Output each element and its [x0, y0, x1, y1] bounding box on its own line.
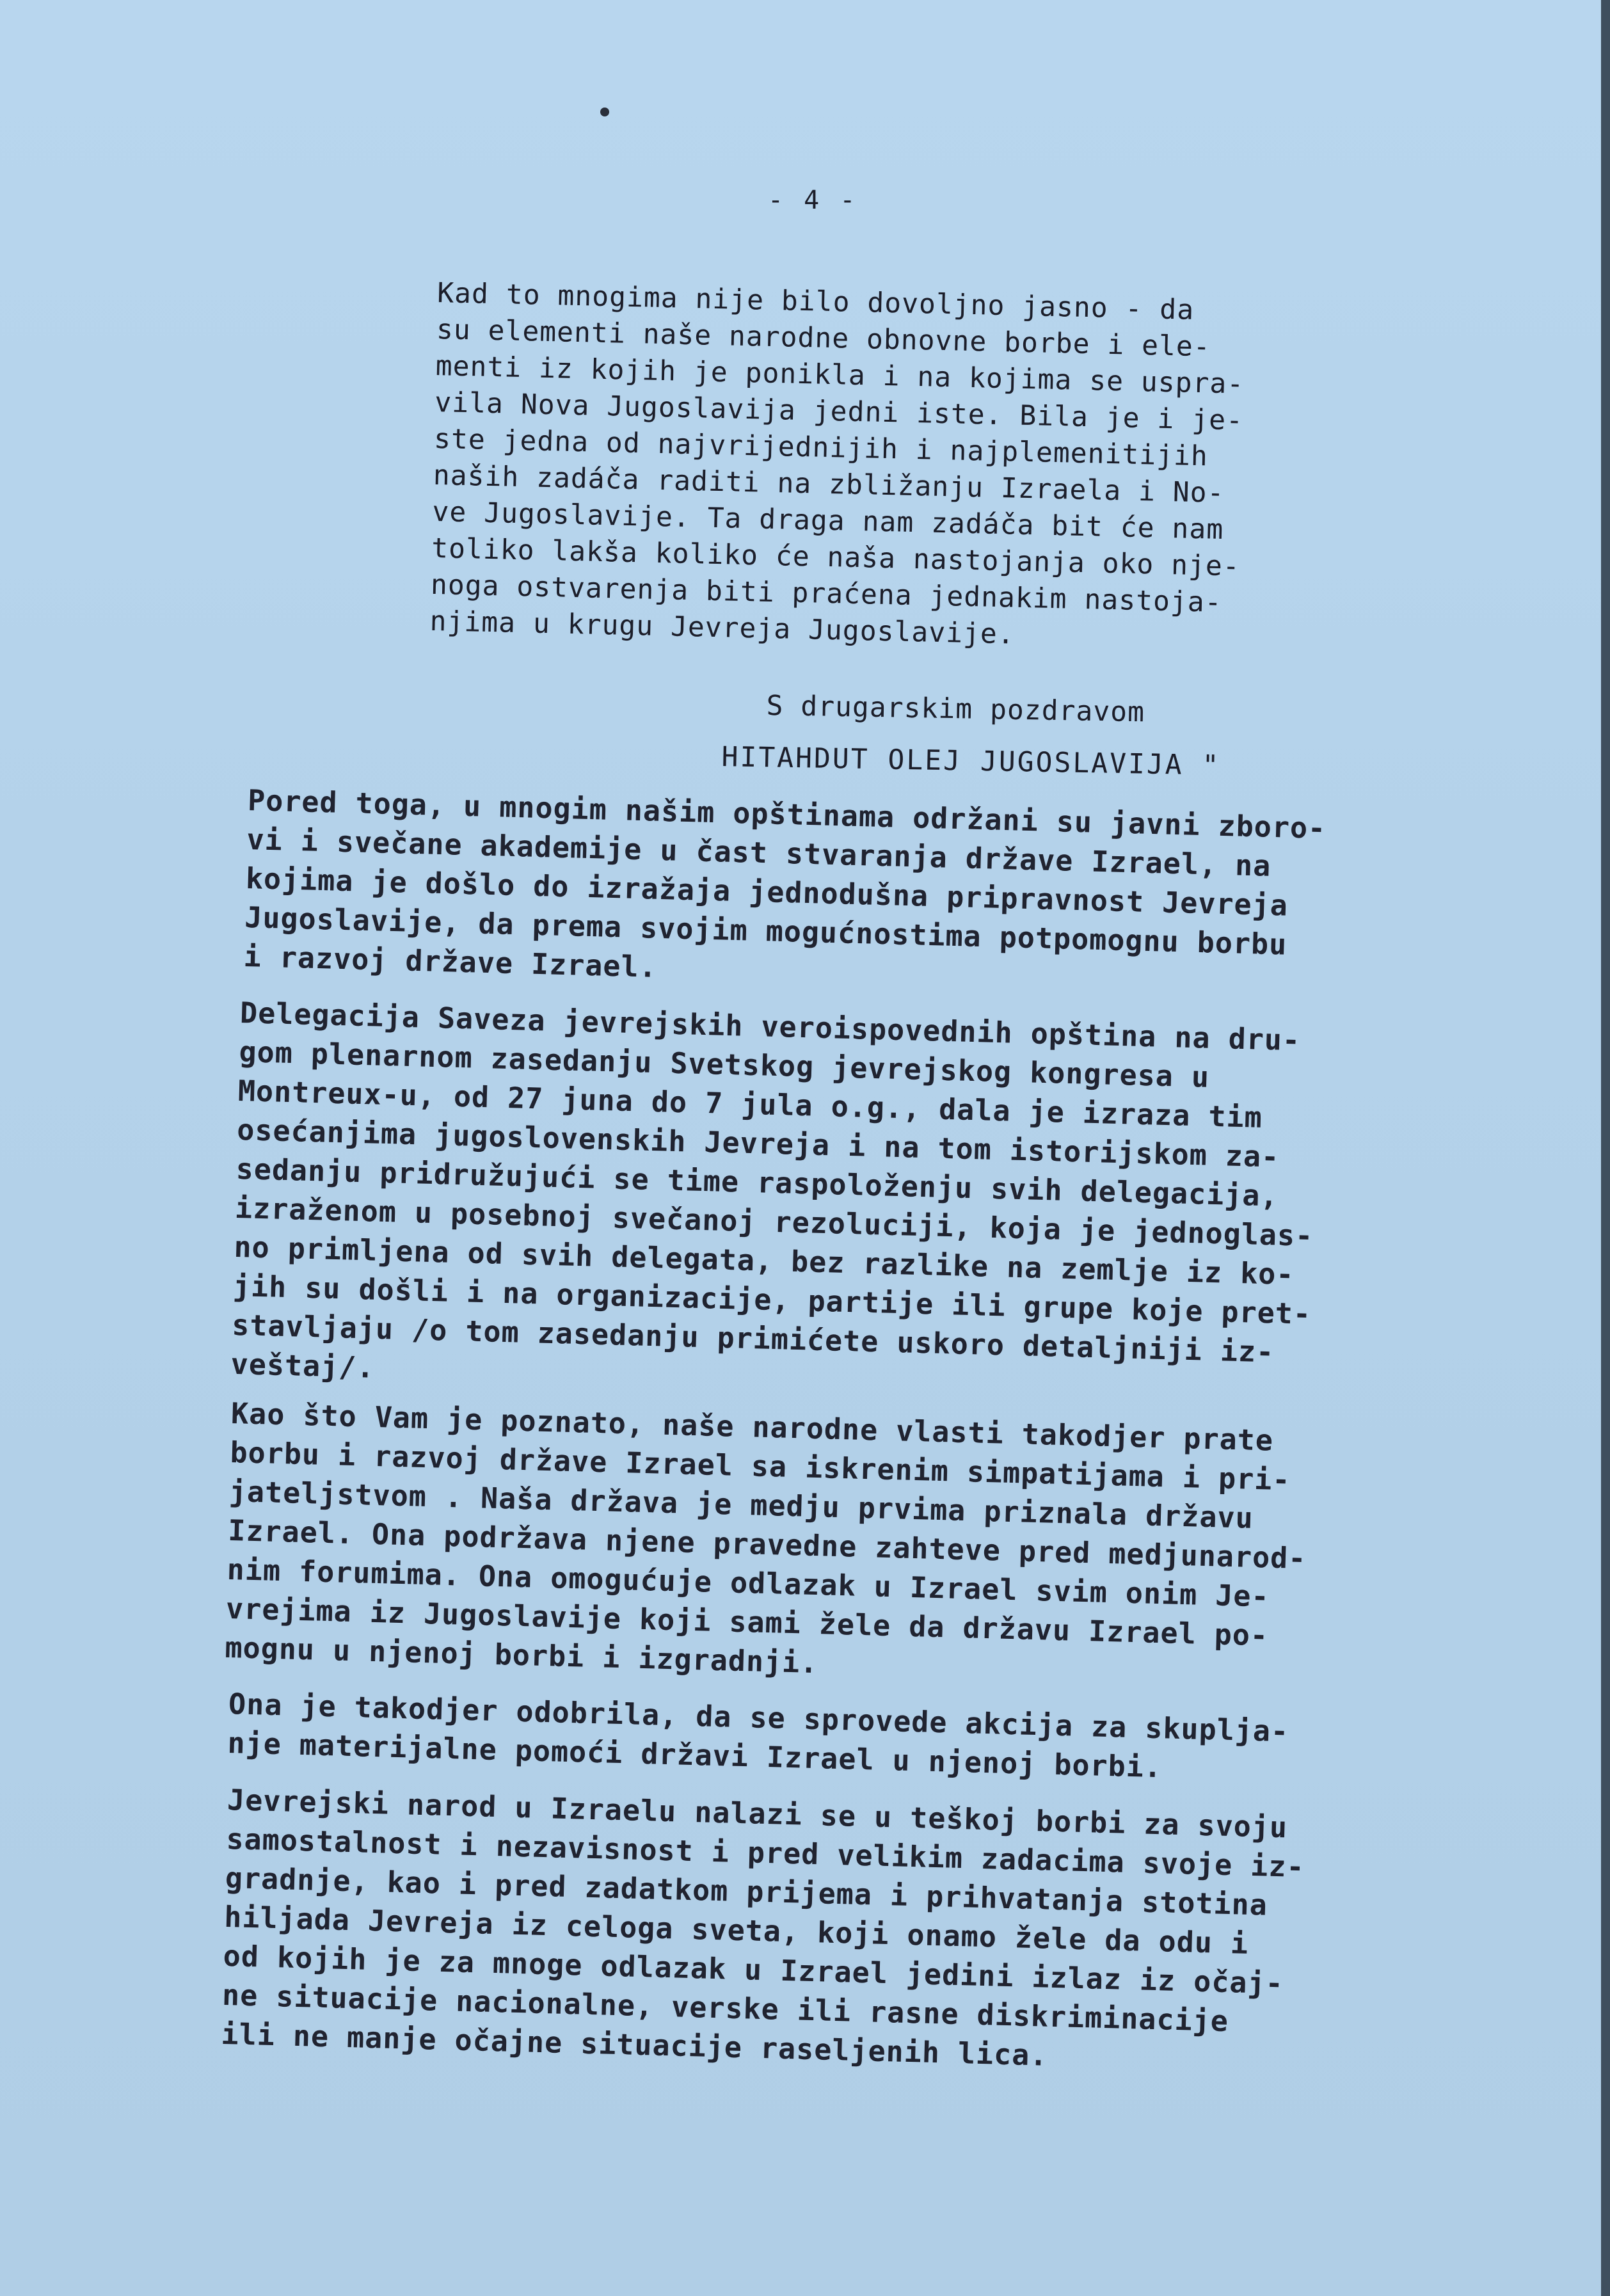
body-paragraph-4: Kao što Vam je poznato, naše narodne vlasti takodjer prate borbu i razvoj države Izrael sa iskrenim simpatijama i pri- jateljstvom . Naša država je medju prvima priznala državu Izrael. Ona podržava njene pravedne zahteve pred medjunarod- nim forumima. Ona omogućuje odlazak u Izrael svim onim Je- vrejima iz Jugoslavije koji sami žele da državu Izrael po- mognu u njenoj borbi i izgradnji. — [224, 1396, 1307, 1680]
body-paragraph-6: Jevrejski narod u Izraelu nalazi se u teškoj borbi za svoju samostalnost i nezavisnost i pred velikim zadacima svoje iz- gradnje, kao i pred zadatkom prijema i prihvatanja stotina hiljada Jevreja iz celoga sveta, koji onamo žele da odu i od kojih je za mnoge odlazak u Izrael jedini izlaz iz očaj- ne situacije nacionalne, verske ili rasne diskriminacije ili ne manje očajne situacije raseljenih lica. — [220, 1782, 1305, 2073]
letter-paragraph-1: Kad to mnogima nije bilo dovoljno jasno - da su elementi naše narodne obnovne borbe i ele- menti iz kojih je ponikla i na kojima se uspra- vila Nova Jugoslavija jedni iste. Bila je i je- ste jedna od najvrijednijih i najplemenitijih naših zadáča raditi na zbližanju Izraela i No- ve Jugoslavije. Ta draga nam zadáča bit će nam toliko lakša koliko će naša nastojanja oko nje- noga ostvarenja biti praćena jednakim nastoja- njima u krugu Jevreja Jugoslavije. — [429, 276, 1245, 651]
letter-greeting: S drugarskim pozdravom — [766, 690, 1145, 729]
page-edge — [1601, 0, 1610, 2296]
body-paragraph-5: Ona je takodjer odobrila, da se sprovede akcija za skuplja- nje materijalne pomoći državi Izrael u njenoj borbi. — [227, 1686, 1289, 1785]
body-paragraph-3: Delegacija Saveza jevrejskih veroispovednih opština na dru- gom plenarnom zasedanju Svetskog jevrejskog kongresa u Montreux-u, od 27 juna do 7 jula o.g., dala je izraza tim osećanjima jugoslovenskih Jevreja i na tom istorijskom za- sedanju pridružujući se time raspoloženju svih delegacija, izraženom u posebnoj svečanoj rezoluciji, koja je jednoglas- no primljena od svih delegata, bez razlike na zemlje iz ko- jih su došli i na organizacije, partije ili grupe koje pret- stavljaju /o tom zasedanju primićete uskoro detaljniji iz- veštaj/. — [230, 995, 1314, 1385]
page-number: - 4 - — [768, 186, 858, 215]
letter-signature: HITAHDUT OLEJ JUGOSLAVIJA " — [721, 741, 1221, 782]
ink-dot — [600, 108, 609, 116]
body-paragraph-2: Pored toga, u mnogim našim opštinama održani su javni zboro- vi i svečane akademije u čast stvaranja države Izrael, na kojima je došlo do izražaja jednodušna pripravnost Jevreja Jugoslavije, da prema svojim mogućnostima potpomognu borbu i razvoj države Izrael. — [243, 783, 1327, 984]
